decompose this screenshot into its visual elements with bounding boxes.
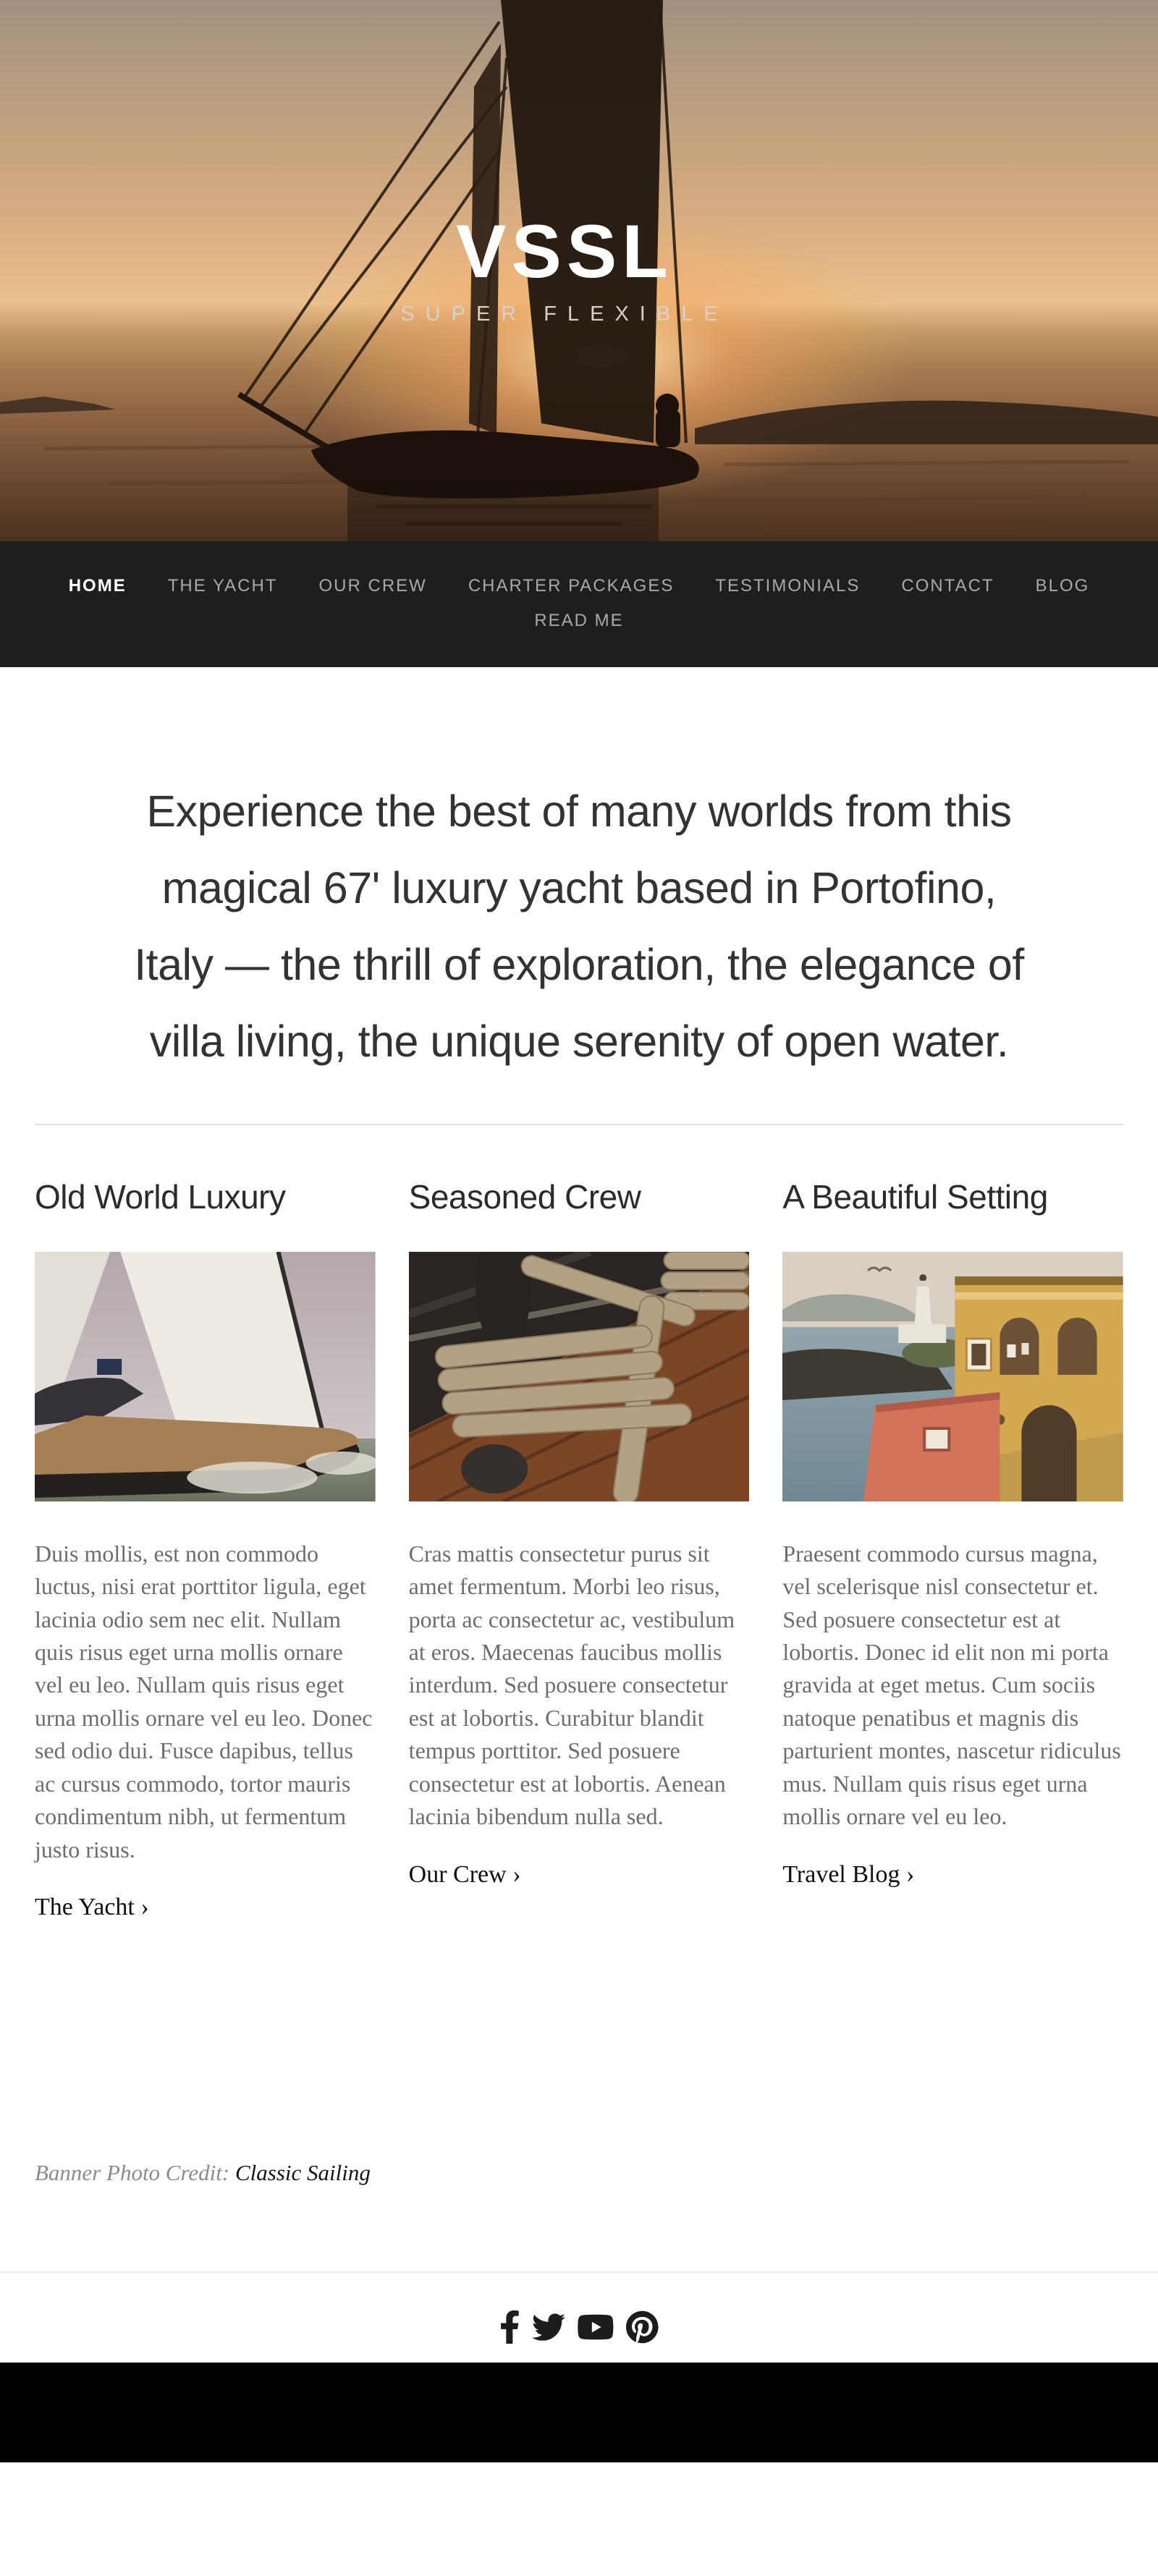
youtube-icon[interactable]: [577, 2310, 614, 2344]
nav-item-read-me[interactable]: READ ME: [534, 611, 624, 630]
feature-column-beautiful-setting: [782, 1177, 1123, 1922]
intro-statement: Experience the best of many worlds from this magical 67' luxury yacht based in Portofino, Italy — the thrill of exploration, the elegance of villa living, the unique serenity of open water.: [134, 787, 1024, 1067]
column-body-text: Cras mattis consectetur purus sit amet fermentum. Morbi leo risus, porta ac consectetur ac, vestibulum at eros. Maecenas faucibus mollis interdum. Sed posuere consectetur est at lobortis. Curabitur blandit tempus porttitor. Sed posuere consectetur est at lobortis. Aenean lacinia bibendum nulla sed.: [408, 1540, 735, 1830]
feature-column-seasoned-crew: [409, 1177, 750, 1922]
column-body-text: Praesent commodo cursus magna, vel scelerisque nisl consectetur et. Sed posuere consectetur est at lobortis. Donec id elit non mi porta gravida at eget metus. Cum sociis natoque penatibus et magnis dis parturient montes, nascetur ridiculus mus. Nullam quis risus eget urna mollis ornare vel eu leo.: [782, 1540, 1121, 1830]
column-heading: Seasoned Crew: [408, 1177, 641, 1216]
coastal-village-photo: [782, 1252, 1123, 1501]
nav-item-charter-packages[interactable]: CHARTER PACKAGES: [468, 576, 675, 596]
column-heading: A Beautiful Setting: [782, 1177, 1048, 1216]
hero-banner: [0, 0, 1158, 541]
page-footer: [0, 2271, 1158, 2462]
site-branding: [0, 210, 1129, 326]
nav-item-testimonials[interactable]: TESTIMONIALS: [715, 576, 861, 596]
nav-item-blog[interactable]: BLOG: [1035, 576, 1090, 596]
sailing-yacht-photo: [35, 1252, 376, 1501]
our-crew-link[interactable]: Our Crew ›: [408, 1860, 521, 1888]
twitter-icon[interactable]: [532, 2310, 565, 2344]
facebook-icon[interactable]: [499, 2310, 520, 2344]
nav-row-primary: [0, 577, 1158, 595]
banner-photo-credit: [35, 2160, 1123, 2186]
the-yacht-link[interactable]: The Yacht ›: [35, 1894, 149, 1921]
footer-black-bar: [0, 2363, 1158, 2462]
nav-row-secondary: [0, 612, 1158, 630]
site-logo: VSSL: [456, 210, 673, 294]
column-heading: Old World Luxury: [35, 1177, 286, 1216]
nav-item-our-crew[interactable]: OUR CREW: [318, 576, 427, 596]
credit-label: Banner Photo Credit:: [35, 2160, 235, 2186]
main-navigation: [0, 541, 1158, 667]
column-body-text: Duis mollis, est non commodo luctus, nisi erat porttitor ligula, eget lacinia odio sem nec elit. Nullam quis risus eget urna mollis ornare vel eu leo. Nullam quis risus eget urna mollis ornare vel eu leo. Donec sed odio dui. Fusce dapibus, tellus ac cursus commodo, tortor mauris condimentum nibh, ut fermentum justo risus.: [35, 1540, 373, 1863]
nav-item-home[interactable]: HOME: [68, 576, 127, 596]
nav-item-contact[interactable]: CONTACT: [901, 576, 994, 596]
feature-columns: [35, 1177, 1123, 1922]
rope-knot-photo: [409, 1252, 750, 1501]
nav-item-the-yacht[interactable]: THE YACHT: [167, 576, 278, 596]
social-links: [0, 2273, 1158, 2363]
feature-column-old-world-luxury: [35, 1177, 376, 1922]
main-content: [0, 773, 1158, 2186]
site-tagline: SUPER FLEXIBLE: [400, 302, 729, 326]
pinterest-icon[interactable]: [626, 2310, 659, 2344]
travel-blog-link[interactable]: Travel Blog ›: [782, 1860, 915, 1888]
section-divider: [35, 1124, 1123, 1125]
credit-link[interactable]: Classic Sailing: [234, 2160, 371, 2186]
